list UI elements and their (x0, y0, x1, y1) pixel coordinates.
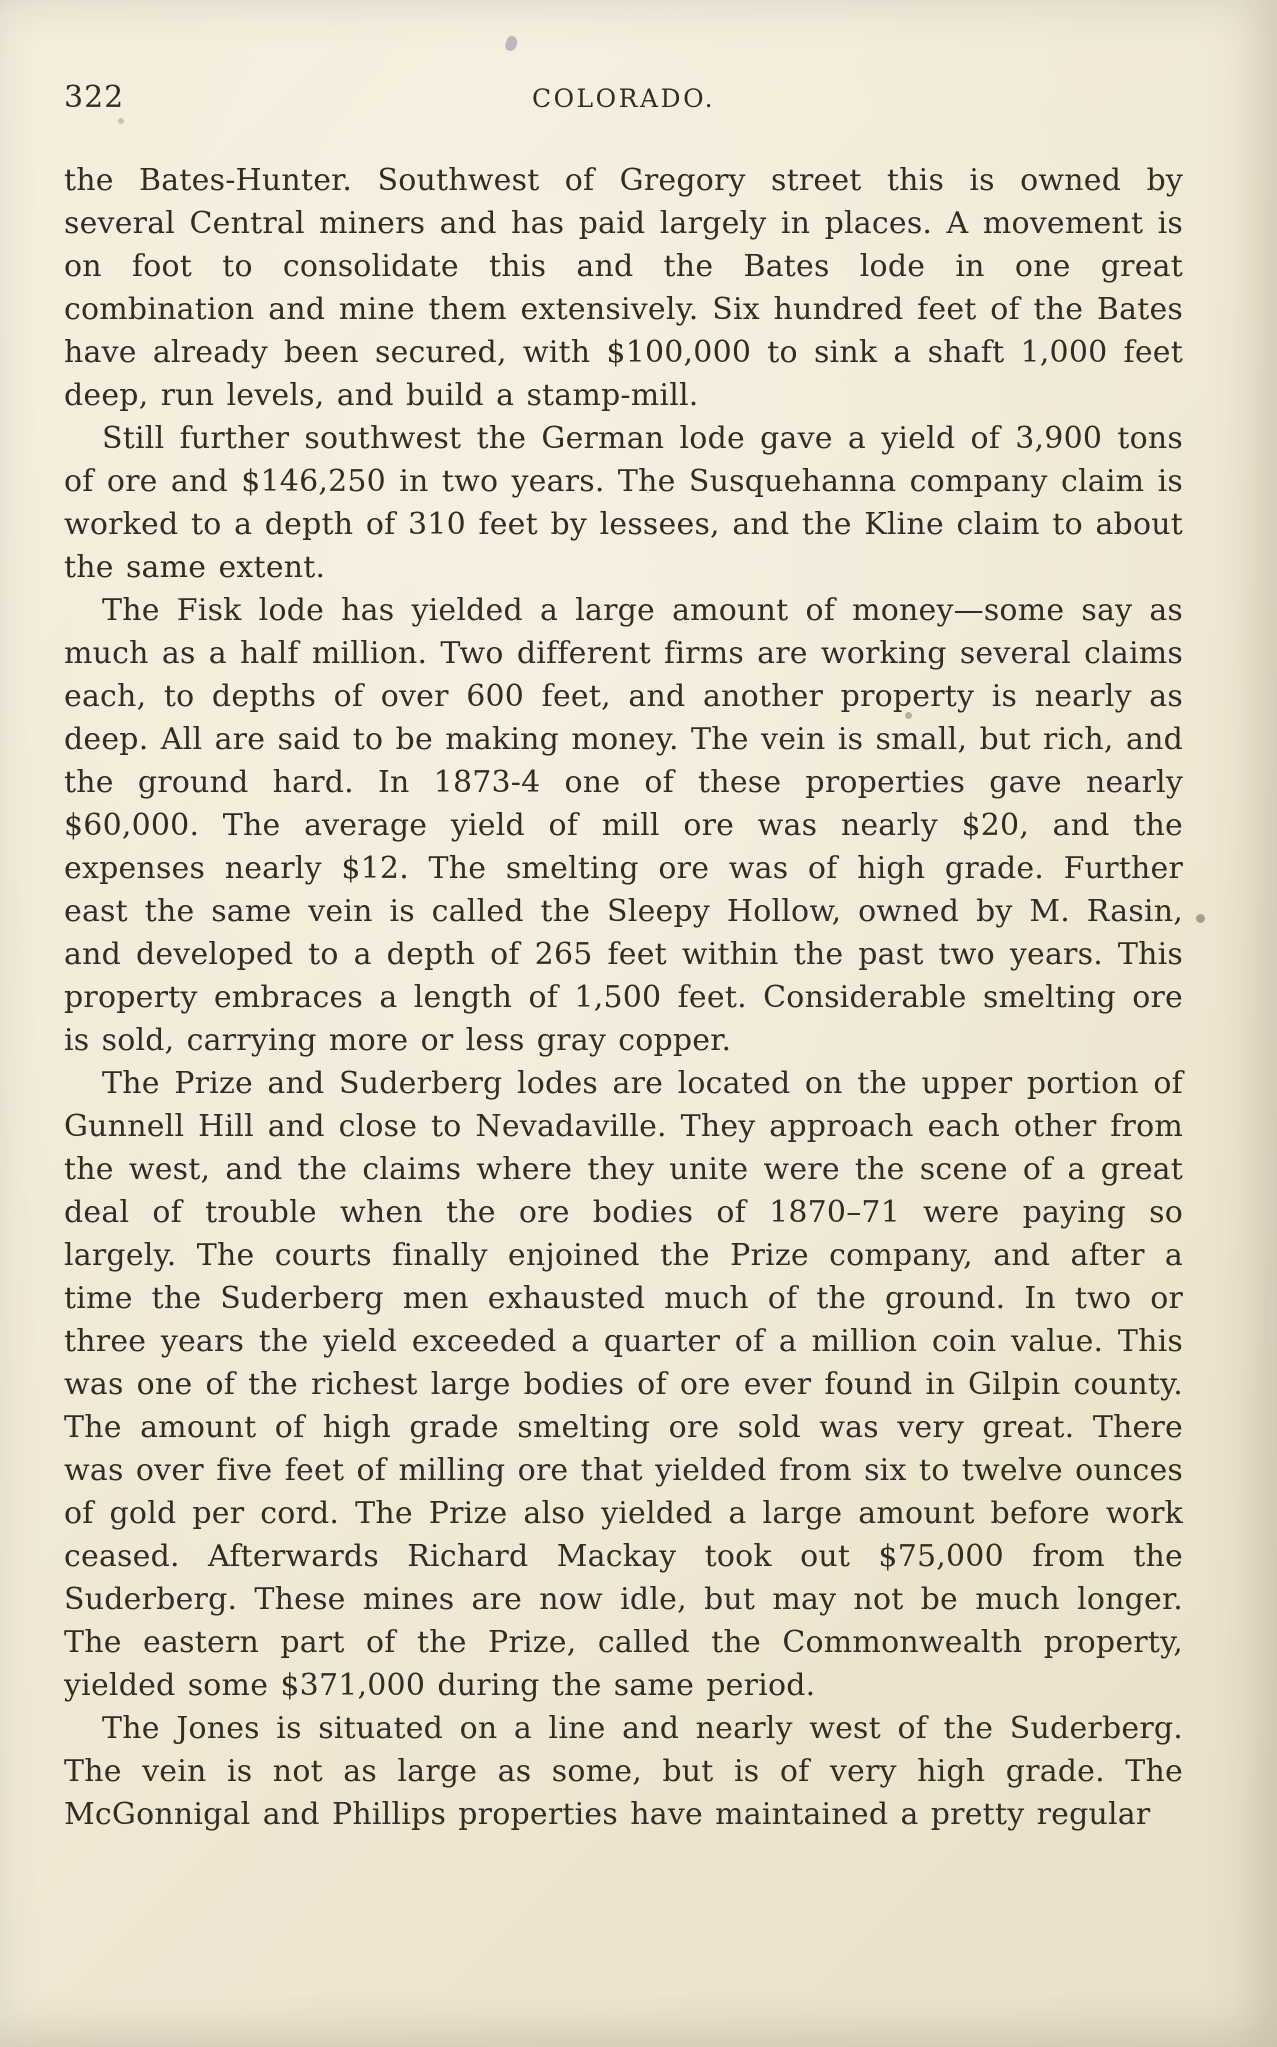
scan-speck (1196, 914, 1205, 923)
paragraph: The Prize and Suderberg lodes are located on the upper portion of Gunnell Hill and close to Nevadaville. They approach each other from the west, and the claims where they unite were the scene of a great deal of trouble when the ore bodies of 1870–71 were paying so largely. The courts finally enjoined the Prize company, and after a time the Suderberg men exhausted much of the ground. In two or three years the yield exceeded a quarter of a million coin value. This was one of the richest large bodies of ore ever found in Gilpin county. The amount of high grade smelting ore sold was very great. There was over five feet of milling ore that yielded from six to twelve ounces of gold per cord. The Prize also yielded a large amount before work ceased. Afterwards Richard Mackay took out $75,000 from the Suderberg. These mines are now idle, but may not be much longer. The eastern part of the Prize, called the Commonwealth property, yielded some $371,000 during the same period. (64, 1066, 1183, 1703)
paragraph: The Fisk lode has yielded a large amount of money—some say as much as a half million. Two different firms are working several claims each, to depths of over 600 feet, and another property is nearly as deep. All are said to be making money. The vein is small, but rich, and the ground hard. In 1873-4 one of these properties gave nearly $60,000. The average yield of mill ore was nearly $20, and the expenses nearly $12. The smelting ore was of high grade. Further east the same vein is called the Sleepy Hollow, owned by M. Rasin, and developed to a depth of 265 feet within the past two years. This property embraces a length of 1,500 feet. Considerable smelting ore is sold, carrying more or less gray copper. (64, 593, 1183, 1058)
paragraph: The Jones is situated on a line and nearly west of the Suderberg. The vein is not as large as some, but is of very high grade. The McGonnigal and Phillips properties have maintained a pretty regular (64, 1711, 1183, 1832)
scan-speck (118, 118, 124, 124)
scan-speck (905, 712, 912, 719)
paragraph: the Bates-Hunter. Southwest of Gregory street this is owned by several Central miners and has paid largely in places. A movement is on foot to consolidate this and the Bates lode in one great combination and mine them extensively. Six hundred feet of the Bates have already been secured, with $100,000 to sink a shaft 1,000 feet deep, run levels, and build a stamp-mill. (64, 163, 1183, 413)
page-number: 322 (64, 80, 125, 115)
page-header (64, 80, 1183, 115)
scan-smudge (504, 35, 519, 53)
running-title: COLORADO. (531, 84, 716, 113)
paragraph: Still further southwest the German lode gave a yield of 3,900 tons of ore and $146,250 in two years. The Susquehanna company claim is worked to a depth of 310 feet by lessees, and the Kline claim to about the same extent. (64, 421, 1183, 585)
page-body (64, 159, 1183, 1836)
page-content (64, 80, 1183, 1836)
